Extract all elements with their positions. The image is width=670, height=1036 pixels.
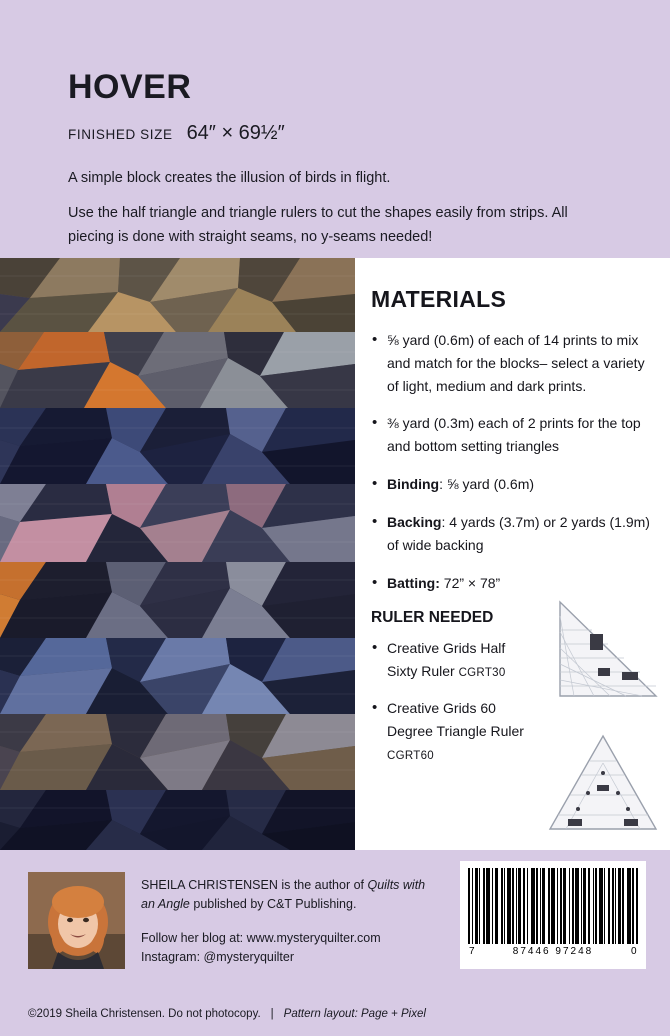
- barcode: [460, 861, 646, 969]
- ruler-item-half-sixty: [371, 637, 536, 683]
- copyright-line: [28, 1008, 426, 1020]
- description-line-1: A simple block creates the illusion of birds in flight.: [68, 170, 391, 186]
- material-item-prints: • ⅝ yard (0.6m) of each of 14 prints to mix and match for the blocks– select a variety of light, medium and dark prints.: [371, 329, 654, 397]
- description-line-2: Use the half triangle and triangle rulers to cut the shapes easily from strips. All piecing is done with straight seams, no y-seams needed!: [68, 205, 568, 245]
- finished-size-label: FINISHED SIZE: [68, 127, 173, 142]
- layout-credit: Pattern layout: Page + Pixel: [283, 1008, 426, 1020]
- material-item-batting: [371, 572, 654, 595]
- half-sixty-ruler-icon: [552, 598, 662, 703]
- author-book-title: Quilts with an Angle: [141, 878, 426, 912]
- description: [68, 167, 608, 249]
- material-item-setting-triangles: • ⅜ yard (0.3m) each of 2 prints for the top and bottom setting triangles: [371, 412, 654, 458]
- main-content: [0, 258, 670, 850]
- author-blog: Follow her blog at: www.mysteryquilter.com: [141, 930, 381, 945]
- header-band: [0, 0, 670, 258]
- author-instagram: Instagram: @mysteryquilter: [141, 950, 295, 965]
- material-binding-label: Binding: [387, 476, 440, 493]
- author-portrait: [28, 872, 125, 969]
- materials-heading: MATERIALS: [371, 286, 507, 312]
- ruler-needed-heading: RULER NEEDED: [371, 609, 494, 627]
- author-bio-text-2: published by C&T Publishing.: [189, 897, 357, 912]
- materials-list: [371, 329, 654, 594]
- author-bio-text-1: is the author of: [277, 878, 368, 892]
- page-title: HOVER: [68, 68, 192, 106]
- barcode-right-digit: 0: [630, 946, 637, 957]
- finished-size-value: 64″ × 69½″: [186, 122, 285, 144]
- barcode-digits: [468, 944, 638, 957]
- material-item-backing: [371, 511, 654, 557]
- copyright-separator: |: [270, 1008, 274, 1020]
- material-batting-label: Batting:: [387, 574, 440, 591]
- author-name: SHEILA CHRISTENSEN: [141, 878, 278, 892]
- barcode-mid-digits: 87446 97248: [512, 946, 594, 957]
- avatar: [28, 872, 125, 969]
- barcode-bars: [468, 868, 638, 944]
- barcode-left-digit: 7: [469, 946, 476, 957]
- material-binding-value: : ⅝ yard (0.6m): [439, 476, 535, 493]
- material-item-binding: [371, 473, 654, 496]
- bio-spacer: [141, 915, 441, 929]
- material-batting-value: 72” × 78”: [439, 574, 501, 591]
- ruler-60-degree-name: Creative Grids 60 Degree Triangle Ruler: [387, 699, 524, 739]
- copyright-text: ©2019 Sheila Christensen. Do not photocopy.: [28, 1008, 261, 1020]
- materials-panel: [355, 258, 670, 850]
- material-backing-value: : 4 yards (3.7m) or 2 yards (1.9m) of wide backing: [387, 513, 650, 553]
- quilt-illustration: [0, 258, 355, 850]
- sixty-degree-ruler-icon: [544, 733, 662, 833]
- footer-band: [0, 850, 670, 1036]
- quilt-photo: [0, 258, 355, 850]
- ruler-half-sixty-name: Creative Grids Half Sixty Ruler: [387, 640, 506, 680]
- finished-size-row: [68, 122, 630, 145]
- ruler-60-degree-code: CGRT60: [387, 749, 434, 762]
- author-bio-line: [141, 876, 441, 915]
- material-backing-label: Backing: [387, 513, 442, 530]
- ruler-item-60-degree: [371, 697, 536, 765]
- ruler-half-sixty-code: CGRT30: [458, 667, 506, 680]
- author-bio: [141, 872, 441, 969]
